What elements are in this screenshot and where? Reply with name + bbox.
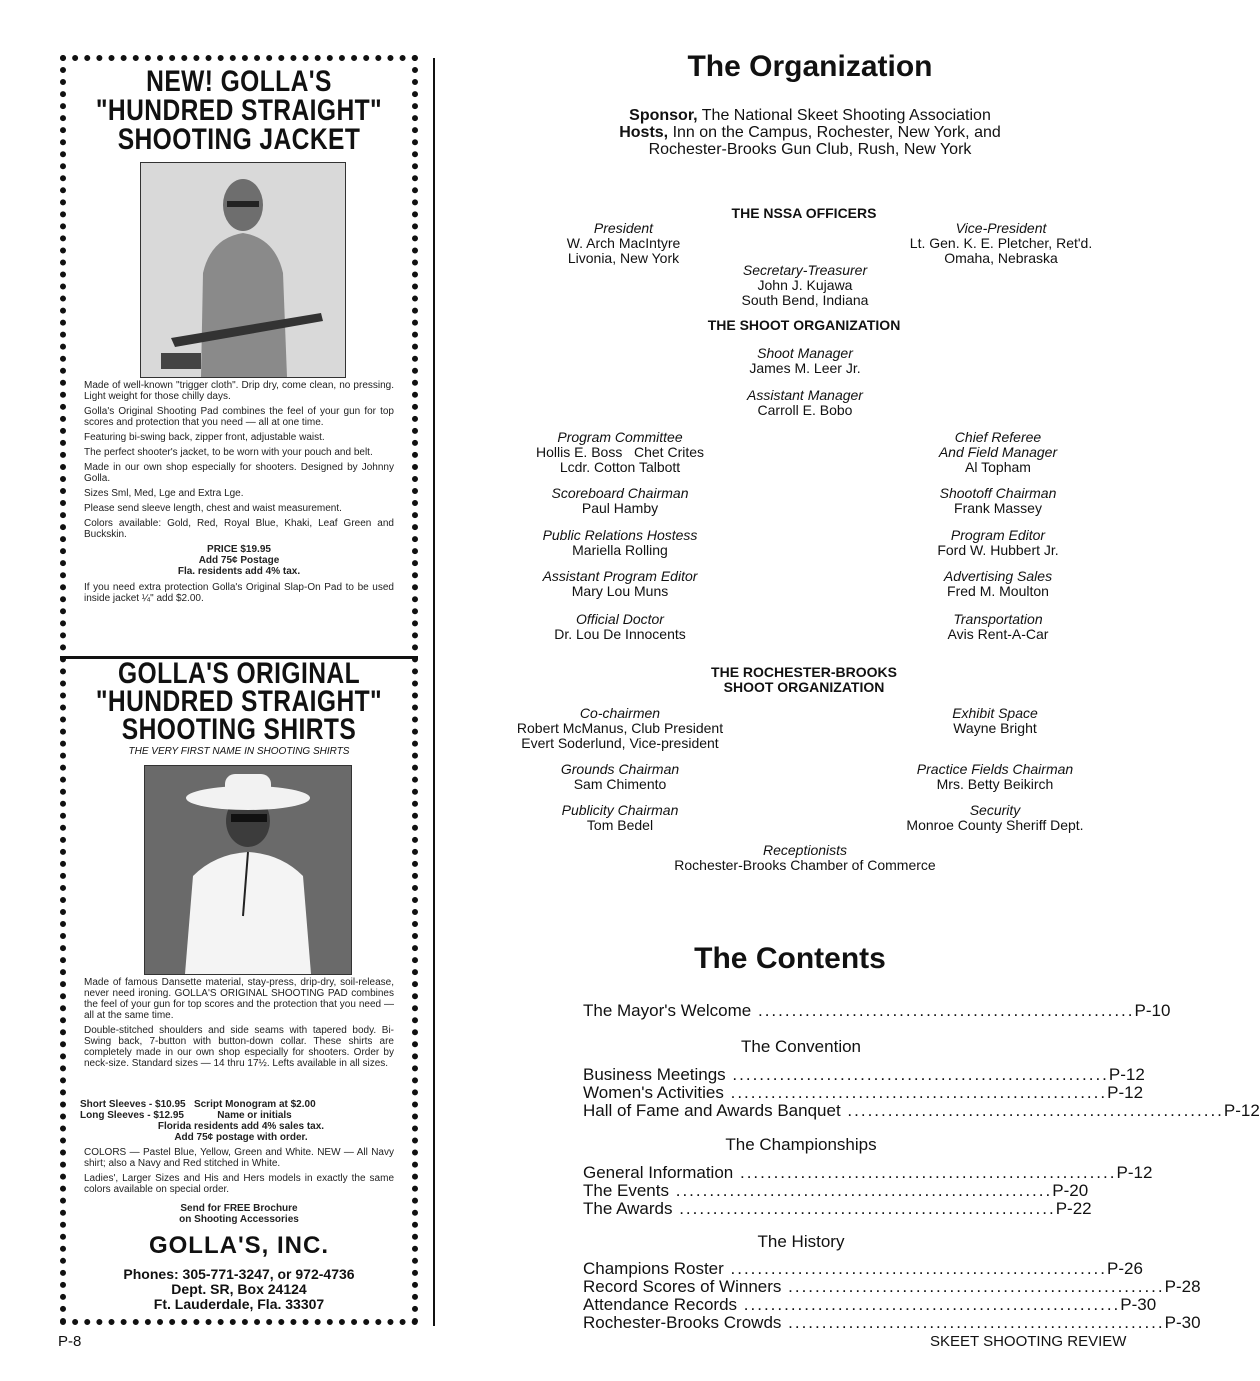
- shoot-manager-entry: [680, 346, 930, 376]
- jacket-para: Golla's Original Shooting Pad combines the feel of your gun for top scores and protection that you need — all at one time.: [84, 406, 394, 428]
- sponsor-text: The National Skeet Shooting Association: [697, 107, 991, 124]
- toc-leader: ........................................................: [737, 1295, 1121, 1314]
- shoot-manager-role: Shoot Manager: [757, 345, 853, 361]
- shootoff-chairman-entry: [880, 486, 1116, 516]
- sponsor-label: Sponsor,: [629, 107, 698, 124]
- toc-item[interactable]: [583, 1277, 1201, 1296]
- shirts-description: [84, 977, 394, 1073]
- assistant-manager-name: Carroll E. Bobo: [757, 402, 853, 418]
- official-doctor-entry: [490, 612, 750, 642]
- entry-role: Official Doctor: [576, 611, 664, 627]
- publication-name: SKEET SHOOTING REVIEW: [930, 1333, 1127, 1350]
- entry-name: Mariella Rolling: [572, 542, 668, 558]
- exhibit-space-entry: [870, 706, 1120, 736]
- vice-president-name: Lt. Gen. K. E. Pletcher, Ret'd.: [909, 235, 1093, 251]
- toc-leader: ........................................................: [781, 1313, 1165, 1332]
- publicity-chairman-entry: [480, 803, 760, 833]
- scoreboard-chairman-entry: [490, 486, 750, 516]
- company-contact: [60, 1267, 418, 1312]
- jacket-postage: Add 75¢ Postage: [198, 555, 280, 566]
- entry-role: Program Editor: [950, 527, 1046, 543]
- toc-title: Women's Activities: [583, 1083, 724, 1102]
- shirts-para: Ladies', Larger Sizes and His and Hers models in exactly the same colors available on special order.: [84, 1173, 394, 1195]
- entry-role: Receptionists: [762, 842, 848, 858]
- nssa-officers-heading: THE NSSA OFFICERS: [731, 205, 877, 221]
- secretary-entry: [680, 263, 930, 308]
- transportation-entry: [880, 612, 1116, 642]
- toc-item[interactable]: [583, 1101, 1260, 1120]
- entry-name: Robert McManus, Club President: [516, 720, 724, 736]
- short-sleeves-price: Short Sleeves - $10.95 Script Monogram at $2.00: [80, 1099, 316, 1110]
- entry-role: Advertising Sales: [943, 568, 1053, 584]
- toc-item[interactable]: [583, 1181, 1089, 1200]
- toc-item[interactable]: [583, 1199, 1092, 1218]
- vice-president-role: Vice-President: [955, 220, 1047, 236]
- entry-role: Shootoff Chairman: [939, 485, 1057, 501]
- entry-name: Hollis E. Boss Chet Crites: [535, 444, 705, 460]
- shirts-para: COLORS — Pastel Blue, Yellow, Green and White. NEW — All Navy shirt; also a Navy and Red stitched in White.: [84, 1147, 394, 1169]
- entry-role: Co-chairmen: [579, 705, 661, 721]
- brochure-line-1: Send for FREE Brochure: [180, 1203, 298, 1214]
- entry-role: Chief Referee: [954, 429, 1042, 445]
- vice-president-place: Omaha, Nebraska: [944, 250, 1058, 266]
- president-entry: [526, 221, 721, 266]
- rochester-brooks-heading-line-2: SHOOT ORGANIZATION: [723, 679, 885, 695]
- secretary-role: Secretary-Treasurer: [742, 262, 868, 278]
- toc-leader: ........................................................: [751, 1001, 1135, 1020]
- hosts-text: Inn on the Campus, Rochester, New York, and: [668, 124, 1001, 141]
- toc-title: Business Meetings: [583, 1065, 726, 1084]
- entry-name: Tom Bedel: [586, 817, 654, 833]
- toc-title: The Awards: [583, 1199, 673, 1218]
- company-dept: Dept. SR, Box 24124: [171, 1281, 307, 1297]
- entry-name: Al Topham: [965, 459, 1031, 475]
- public-relations-entry: [490, 528, 750, 558]
- toc-leader: ........................................................: [723, 1259, 1108, 1278]
- entry-role: Assistant Program Editor: [542, 568, 698, 584]
- jacket-para: Made in our own shop especially for shooters. Designed by Johnny Golla.: [84, 462, 394, 484]
- entry-role-2: And Field Manager: [938, 444, 1058, 460]
- toc-page: P-28: [1164, 1277, 1201, 1296]
- toc-leader: ........................................................: [840, 1101, 1224, 1120]
- toc-page: P-12: [1223, 1101, 1260, 1120]
- toc-page: P-22: [1055, 1199, 1092, 1218]
- toc-page: P-26: [1107, 1259, 1143, 1278]
- shirts-title-line-1: GOLLA'S ORIGINAL: [117, 657, 361, 690]
- entry-role: Scoreboard Chairman: [551, 485, 689, 501]
- toc-leader: ........................................................: [725, 1065, 1109, 1084]
- jacket-para: Made of well-known "trigger cloth". Drip dry, come clean, no pressing. Light weight for those chilly days.: [84, 380, 394, 402]
- program-editor-entry: [880, 528, 1116, 558]
- toc-title: Record Scores of Winners: [583, 1277, 782, 1296]
- chief-referee-entry: [880, 430, 1116, 475]
- jacket-description: [84, 380, 394, 608]
- rochester-brooks-heading-line-1: THE ROCHESTER-BROOKS: [711, 664, 897, 680]
- toc-history-heading: The History: [757, 1232, 845, 1251]
- entry-name: Monroe County Sheriff Dept.: [906, 817, 1084, 833]
- shirts-tax: Florida residents add 4% sales tax.: [157, 1121, 325, 1132]
- secretary-name: John J. Kujawa: [757, 277, 853, 293]
- toc-title: The Mayor's Welcome: [583, 1001, 752, 1020]
- toc-item[interactable]: [583, 1163, 1153, 1182]
- president-place: Livonia, New York: [567, 250, 680, 266]
- advertising-sales-entry: [880, 569, 1116, 599]
- column-rule: [433, 58, 435, 1326]
- toc-championships-list: [583, 1163, 1153, 1218]
- jacket-title-line-2: "HUNDRED STRAIGHT": [95, 94, 383, 127]
- co-chairmen-entry: [480, 706, 760, 751]
- entry-name: Mrs. Betty Beikirch: [936, 776, 1054, 792]
- brochure-line-2: on Shooting Accessories: [179, 1214, 299, 1225]
- toc-page: P-12: [1108, 1065, 1145, 1084]
- toc-leader: ........................................................: [672, 1199, 1056, 1218]
- entry-role: Exhibit Space: [952, 705, 1038, 721]
- president-name: W. Arch MacIntyre: [566, 235, 681, 251]
- rochester-brooks-heading: [440, 665, 1168, 695]
- entry-name: Paul Hamby: [581, 500, 659, 516]
- toc-title: Rochester-Brooks Crowds: [583, 1313, 782, 1332]
- secretary-place: South Bend, Indiana: [741, 292, 869, 308]
- company-name: GOLLA'S, INC.: [148, 1232, 330, 1259]
- toc-title: Champions Roster: [583, 1259, 724, 1278]
- receptionists-entry: [620, 843, 990, 873]
- entry-name: Dr. Lou De Innocents: [554, 626, 686, 642]
- entry-role: Practice Fields Chairman: [916, 761, 1074, 777]
- jacket-title-line-3: SHOOTING JACKET: [117, 123, 361, 156]
- toc-item[interactable]: [583, 1083, 1144, 1102]
- toc-page: P-30: [1164, 1313, 1201, 1332]
- jacket-para: The perfect shooter's jacket, to be worn with your pouch and belt.: [84, 447, 373, 458]
- shirts-para: Made of famous Dansette material, stay-press, drip-dry, soil-release, never need ironing. GOLLA'S ORIGINAL SHOOTING PAD combines the feel of your gun for top scores and the protection that you need — all at the same time.: [84, 977, 394, 1021]
- shoot-manager-name: James M. Leer Jr.: [749, 360, 861, 376]
- toc-convention-heading: The Convention: [740, 1037, 862, 1056]
- entry-role: Security: [969, 802, 1021, 818]
- toc-title: Hall of Fame and Awards Banquet: [583, 1101, 841, 1120]
- toc-title: The Events: [583, 1181, 669, 1200]
- entry-name: Rochester-Brooks Chamber of Commerce: [674, 857, 936, 873]
- organization-title: The Organization: [687, 50, 933, 83]
- entry-name: Sam Chimento: [573, 776, 667, 792]
- toc-leader: ........................................................: [733, 1163, 1117, 1182]
- toc-title: General Information: [583, 1163, 734, 1182]
- practice-fields-entry: [870, 762, 1120, 792]
- president-role: President: [593, 220, 654, 236]
- shirts-pricing: [80, 1099, 402, 1143]
- jacket-para: Sizes Sml, Med, Lge and Extra Lge.: [84, 488, 244, 499]
- entry-name: Fred M. Moulton: [947, 583, 1049, 599]
- toc-mayor-welcome[interactable]: [583, 1001, 1171, 1020]
- assistant-manager-entry: [680, 388, 930, 418]
- entry-role: Grounds Chairman: [560, 761, 680, 777]
- security-entry: [870, 803, 1120, 833]
- jacket-title-line-1: NEW! GOLLA'S: [146, 65, 332, 98]
- toc-championships-heading: The Championships: [725, 1135, 877, 1154]
- entry-name: Evert Soderlund, Vice-president: [521, 735, 719, 751]
- shirts-para: Double-stitched shoulders and side seams with tapered body. Bi-Swing back, 7-button with button-down collar. These shirts are completely made in our own shop especially for shooters. Order by neck-size. Standard sizes — 14 thru 17½. Lefts available in all sizes.: [84, 1025, 394, 1069]
- jacket-note: If you need extra protection Golla's Original Slap-On Pad to be used inside jacket ¼" add $2.00.: [84, 582, 394, 604]
- shoot-organization-heading: THE SHOOT ORGANIZATION: [707, 317, 901, 333]
- toc-item[interactable]: [583, 1065, 1145, 1084]
- entry-name: Frank Massey: [954, 500, 1042, 516]
- toc-leader: ........................................................: [723, 1083, 1108, 1102]
- toc-item[interactable]: [583, 1313, 1201, 1332]
- jacket-tax: Fla. residents add 4% tax.: [177, 566, 301, 577]
- toc-item[interactable]: [583, 1295, 1157, 1314]
- toc-history-list: [583, 1259, 1201, 1332]
- shirts-colors: [84, 1147, 394, 1225]
- jacket-para: Featuring bi-swing back, zipper front, adjustable waist.: [84, 432, 325, 443]
- page-number: P-8: [58, 1333, 82, 1350]
- entry-name: Wayne Bright: [953, 720, 1037, 736]
- toc-page: P-10: [1134, 1001, 1171, 1020]
- shirts-postage: Add 75¢ postage with order.: [174, 1132, 308, 1143]
- entry-name: Mary Lou Muns: [571, 583, 669, 599]
- jacket-para: Please send sleeve length, chest and waist measurement.: [84, 503, 342, 514]
- shirts-tagline: THE VERY FIRST NAME IN SHOOTING SHIRTS: [128, 746, 350, 757]
- jacket-photo: [140, 162, 346, 378]
- entry-name: Ford W. Hubbert Jr.: [937, 542, 1059, 558]
- grounds-chairman-entry: [480, 762, 760, 792]
- long-sleeves-price: Long Sleeves - $12.95 Name or initials: [80, 1110, 292, 1121]
- entry-name: Avis Rent-A-Car: [947, 626, 1049, 642]
- contents-title: The Contents: [694, 942, 886, 975]
- hosts-text-2: Rochester-Brooks Gun Club, Rush, New York: [648, 141, 972, 158]
- toc-title: Attendance Records: [583, 1295, 738, 1314]
- entry-role: Public Relations Hostess: [542, 527, 698, 543]
- toc-leader: ........................................................: [669, 1181, 1053, 1200]
- entry-name: Lcdr. Cotton Talbott: [559, 459, 681, 475]
- entry-role: Transportation: [953, 611, 1043, 627]
- company-address: Ft. Lauderdale, Fla. 33307: [153, 1296, 325, 1312]
- entry-role: Publicity Chairman: [561, 802, 679, 818]
- assistant-program-editor-entry: [490, 569, 750, 599]
- shirts-photo: [144, 765, 352, 975]
- hosts-label: Hosts,: [619, 124, 669, 141]
- vice-president-entry: [876, 221, 1126, 266]
- shirts-title-line-2: "HUNDRED STRAIGHT": [95, 685, 383, 718]
- jacket-price: PRICE $19.95: [207, 544, 271, 555]
- toc-page: P-12: [1107, 1083, 1144, 1102]
- toc-item[interactable]: [583, 1259, 1143, 1278]
- assistant-manager-role: Assistant Manager: [747, 387, 863, 403]
- program-committee-entry: [490, 430, 750, 475]
- toc-page: P-30: [1120, 1295, 1157, 1314]
- toc-leader: ........................................................: [781, 1277, 1165, 1296]
- toc-page: P-20: [1052, 1181, 1089, 1200]
- jacket-para: Colors available: Gold, Red, Royal Blue, Khaki, Leaf Green and Buckskin.: [84, 518, 394, 540]
- sponsor-hosts: [440, 107, 1180, 158]
- entry-role: Program Committee: [557, 429, 683, 445]
- shirts-title-line-3: SHOOTING SHIRTS: [121, 713, 357, 746]
- toc-convention-list: [583, 1065, 1260, 1120]
- phone-numbers: Phones: 305-771-3247, or 972-4736: [123, 1266, 355, 1282]
- toc-page: P-12: [1116, 1163, 1153, 1182]
